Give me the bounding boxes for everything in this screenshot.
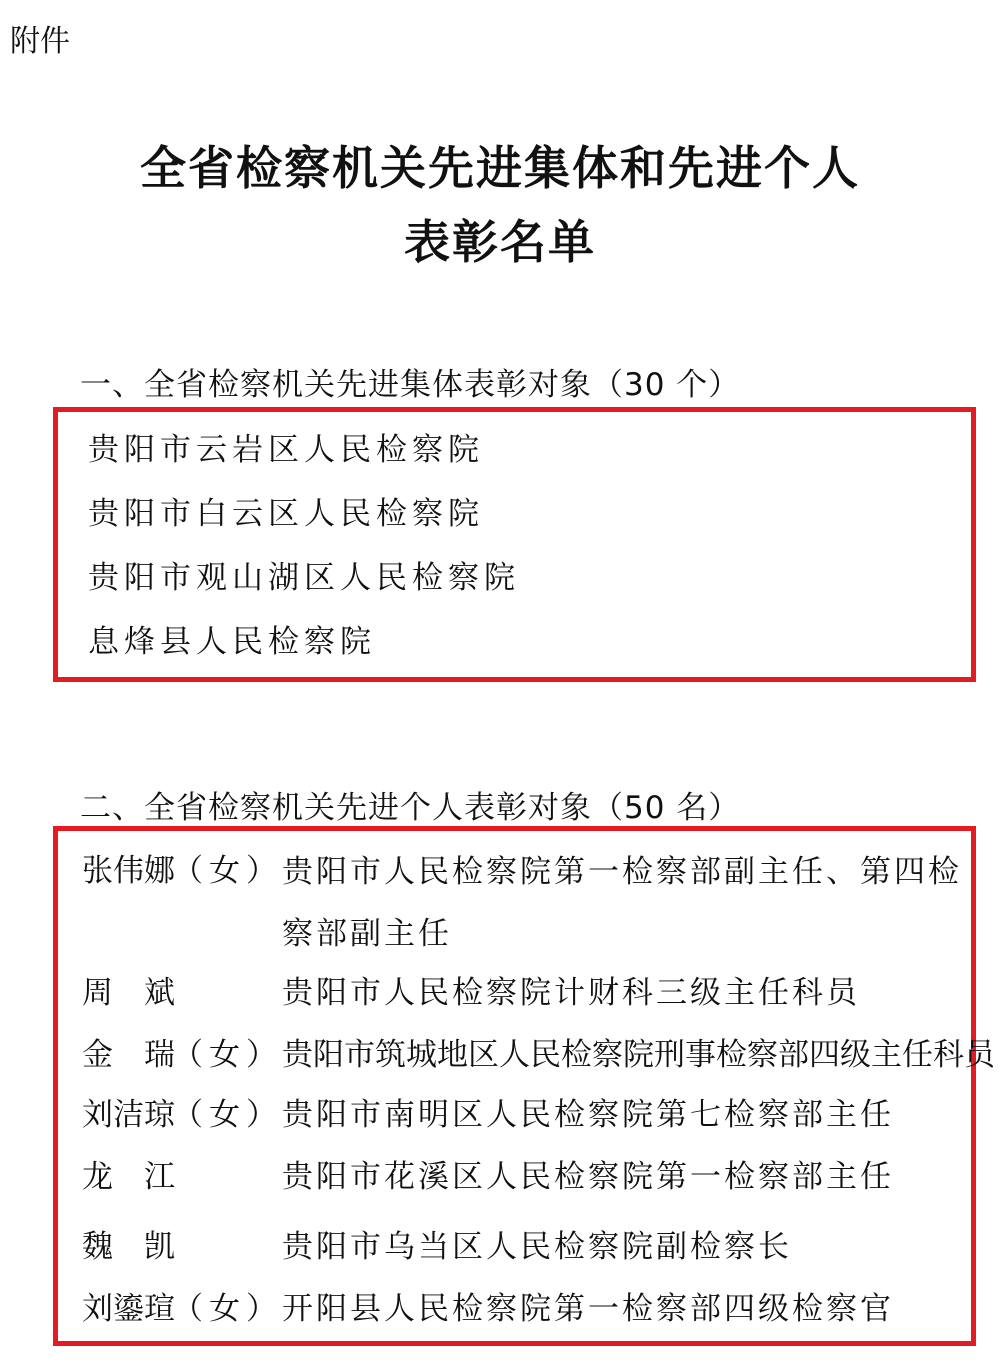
- person-gender: （女）: [172, 1037, 283, 1073]
- person-position: 贵阳市花溪区人民检察院第一检察部主任: [282, 1159, 894, 1195]
- person-name: 金 瑞: [82, 1037, 175, 1073]
- collective-item: 贵阳市云岩区人民检察院: [88, 432, 484, 468]
- collective-item: 息烽县人民检察院: [88, 624, 376, 660]
- section2-heading: 二、全省检察机关先进个人表彰对象（50 名）: [80, 790, 741, 826]
- person-row: [82, 1035, 995, 1079]
- person-name: 周 斌: [82, 975, 175, 1011]
- section1-heading: 一、全省检察机关先进集体表彰对象（30 个）: [80, 367, 741, 403]
- person-row: [82, 851, 962, 961]
- collective-item: 贵阳市观山湖区人民检察院: [88, 560, 520, 596]
- person-row: [82, 1289, 962, 1333]
- person-name: 张伟娜: [82, 853, 175, 889]
- collective-item: 贵阳市白云区人民检察院: [88, 496, 484, 532]
- person-position: 贵阳市南明区人民检察院第七检察部主任: [282, 1097, 894, 1133]
- section2-highlight-box: [53, 826, 995, 1346]
- section1-highlight-box: [53, 407, 976, 682]
- person-row: [82, 1095, 962, 1139]
- person-position: 贵阳市人民检察院第一检察部副主任、第四检察部副主任: [282, 854, 962, 952]
- person-row: [82, 973, 962, 1017]
- person-name: 魏 凯: [82, 1229, 175, 1265]
- person-gender: （女）: [172, 1097, 283, 1133]
- person-position: 贵阳市乌当区人民检察院副检察长: [282, 1229, 792, 1265]
- person-position: 贵阳市人民检察院计财科三级主任科员: [282, 975, 860, 1011]
- person-name: 龙 江: [82, 1159, 175, 1195]
- attachment-label: 附件: [10, 24, 70, 59]
- document-title-line2: 表彰名单: [404, 215, 596, 269]
- document-title: 全省检察机关先进集体和先进个人: [140, 141, 860, 195]
- person-gender: （女）: [172, 1291, 283, 1327]
- person-position: 开阳县人民检察院第一检察部四级检察官: [282, 1291, 894, 1327]
- person-name: 刘鎏瑄: [82, 1291, 175, 1327]
- person-row: [82, 1157, 962, 1201]
- person-position: 贵阳市筑城地区人民检察院刑事检察部四级主任科员: [282, 1037, 995, 1073]
- person-name: 刘洁琼: [82, 1097, 175, 1133]
- person-gender: （女）: [172, 853, 283, 889]
- person-row: [82, 1227, 962, 1271]
